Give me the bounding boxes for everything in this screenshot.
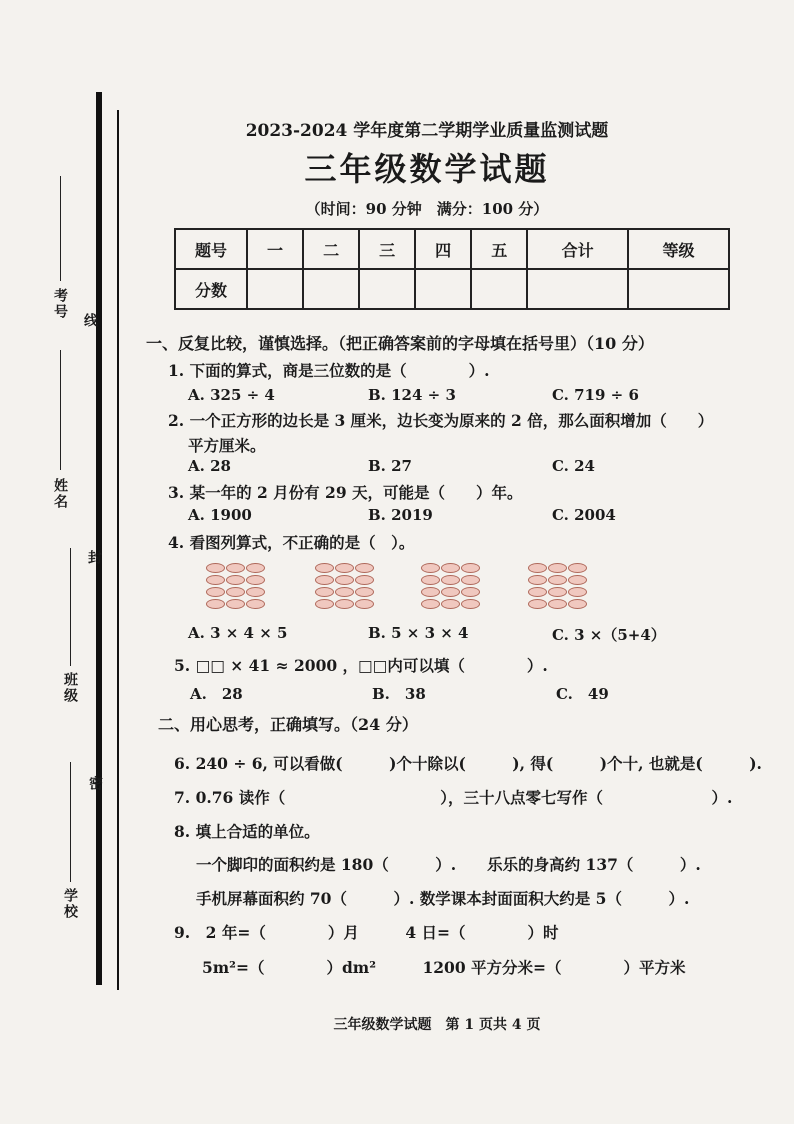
egg-icon (315, 587, 334, 597)
binding-line-thin (117, 110, 119, 990)
q5-option-b: B. 38 (372, 685, 426, 703)
q1-option-b: B. 124 ÷ 3 (368, 386, 456, 404)
egg-icon (568, 575, 587, 585)
egg-icon (548, 599, 567, 609)
question-7: 7. 0.76 读作（ ），三十八点零七写作（ ）. (174, 788, 733, 807)
egg-icon (355, 575, 374, 585)
score-table (174, 228, 730, 310)
egg-icon (335, 575, 354, 585)
egg-group-1 (206, 563, 266, 610)
egg-icon (226, 575, 245, 585)
egg-icon (548, 575, 567, 585)
egg-icon (461, 587, 480, 597)
q5-option-a: A. 28 (190, 685, 243, 703)
egg-group-3 (421, 563, 481, 610)
q1-option-a: A. 325 ÷ 4 (188, 386, 275, 404)
table-cell: 四 (415, 229, 471, 269)
class-blank (70, 548, 71, 666)
name-label: 姓名 (52, 478, 68, 510)
question-5: 5. □□ × 41 ≈ 2000 ，□□内可以填（ ）. (174, 656, 548, 675)
score-cell[interactable] (303, 269, 359, 309)
egg-icon (441, 575, 460, 585)
q2-option-c: C. 24 (552, 457, 595, 475)
score-table-score-row (175, 269, 729, 309)
score-cell[interactable] (471, 269, 527, 309)
egg-icon (315, 575, 334, 585)
egg-icon (441, 563, 460, 573)
table-cell: 二 (303, 229, 359, 269)
egg-icon (528, 575, 547, 585)
time-score-info: （时间：90 分钟 满分：100 分） (305, 200, 549, 218)
exam-number-label: 考号 (52, 288, 68, 320)
egg-icon (355, 563, 374, 573)
exam-number-blank (60, 176, 61, 281)
table-cell: 三 (359, 229, 415, 269)
egg-icon (461, 563, 480, 573)
class-label: 班级 (62, 672, 78, 704)
egg-icon (206, 575, 225, 585)
question-8-line2: 手机屏幕面积约 70（ ）. 数学课本封面面积大约是 5（ ）. (196, 889, 690, 908)
table-cell: 一 (247, 229, 303, 269)
egg-group-4 (528, 563, 588, 610)
egg-icon (421, 575, 440, 585)
egg-icon (528, 587, 547, 597)
q4-option-c: C. 3 ×（5+4） (552, 626, 666, 644)
egg-icon (441, 599, 460, 609)
egg-icon (246, 575, 265, 585)
egg-icon (206, 599, 225, 609)
q4-option-b: B. 5 × 3 × 4 (368, 624, 469, 642)
q1-option-c: C. 719 ÷ 6 (552, 386, 639, 404)
name-blank (60, 350, 61, 470)
egg-icon (315, 599, 334, 609)
egg-icon (568, 587, 587, 597)
score-cell[interactable] (415, 269, 471, 309)
egg-icon (355, 587, 374, 597)
egg-icon (421, 599, 440, 609)
q2-option-b: B. 27 (368, 457, 412, 475)
egg-icon (335, 587, 354, 597)
exam-title: 三年级数学试题 (304, 150, 550, 188)
egg-icon (315, 563, 334, 573)
score-cell[interactable] (359, 269, 415, 309)
question-4: 4. 看图列算式，不正确的是（ ）。 (168, 533, 415, 552)
egg-icon (246, 599, 265, 609)
egg-icon (568, 563, 587, 573)
egg-group-2 (315, 563, 375, 610)
q2-option-a: A. 28 (188, 457, 231, 475)
egg-icon (528, 599, 547, 609)
egg-icon (206, 563, 225, 573)
egg-icon (226, 563, 245, 573)
egg-icon (355, 599, 374, 609)
exam-subtitle: 2023-2024 学年度第二学期学业质量监测试题 (245, 121, 609, 141)
egg-icon (226, 599, 245, 609)
egg-icon (335, 599, 354, 609)
section1-heading: 一、反复比较，谨慎选择。（把正确答案前的字母填在括号里）（10 分） (146, 334, 654, 353)
section2-heading: 二、用心思考，正确填写。（24 分） (158, 715, 418, 734)
egg-icon (568, 599, 587, 609)
table-cell: 题号 (175, 229, 247, 269)
egg-icon (206, 587, 225, 597)
page-footer: 三年级数学试题 第 1 页共 4 页 (333, 1017, 541, 1033)
egg-icon (441, 587, 460, 597)
question-8: 8. 填上合适的单位。 (174, 822, 320, 841)
egg-icon (421, 587, 440, 597)
question-9-line2: 5m²=（ ）dm² 1200 平方分米=（ ）平方米 (202, 958, 686, 977)
egg-icon (528, 563, 547, 573)
egg-icon (246, 587, 265, 597)
table-cell: 分数 (175, 269, 247, 309)
line-marker: 线 (82, 313, 98, 329)
table-cell: 等级 (628, 229, 729, 269)
question-9-line1: 9. 2 年=（ ）月 4 日=（ ）时 (174, 923, 559, 942)
score-cell[interactable] (628, 269, 729, 309)
table-cell: 合计 (527, 229, 628, 269)
question-6: 6. 240 ÷ 6, 可以看做( )个十除以( ), 得( )个十, 也就是( ). (174, 754, 762, 773)
egg-icon (548, 563, 567, 573)
egg-icon (548, 587, 567, 597)
score-cell[interactable] (247, 269, 303, 309)
q3-option-c: C. 2004 (552, 506, 616, 524)
egg-icon (246, 563, 265, 573)
egg-icon (421, 563, 440, 573)
egg-icon (335, 563, 354, 573)
question-1: 1. 下面的算式，商是三位数的是（ ）. (168, 361, 490, 380)
seal-marker: 封 (86, 550, 102, 566)
q3-option-a: A. 1900 (188, 506, 252, 524)
binding-line-thick (96, 92, 102, 985)
question-2: 2. 一个正方形的边长是 3 厘米，边长变为原来的 2 倍，那么面积增加（ ） (168, 411, 714, 430)
score-cell[interactable] (527, 269, 628, 309)
q3-option-b: B. 2019 (368, 506, 433, 524)
egg-icon (226, 587, 245, 597)
school-blank (70, 762, 71, 882)
table-cell: 五 (471, 229, 527, 269)
secret-marker: 密 (87, 776, 103, 792)
question-3: 3. 某一年的 2 月份有 29 天，可能是（ ）年。 (168, 483, 523, 502)
question-2-line2: 平方厘米。 (188, 436, 266, 455)
score-table-header-row (175, 229, 729, 269)
q4-option-a: A. 3 × 4 × 5 (188, 624, 288, 642)
school-label: 学校 (62, 888, 78, 920)
question-8-line1: 一个脚印的面积约是 180（ ）. 乐乐的身高约 137（ ）. (196, 855, 701, 874)
egg-icon (461, 599, 480, 609)
egg-icon (461, 575, 480, 585)
q5-option-c: C. 49 (556, 685, 609, 703)
